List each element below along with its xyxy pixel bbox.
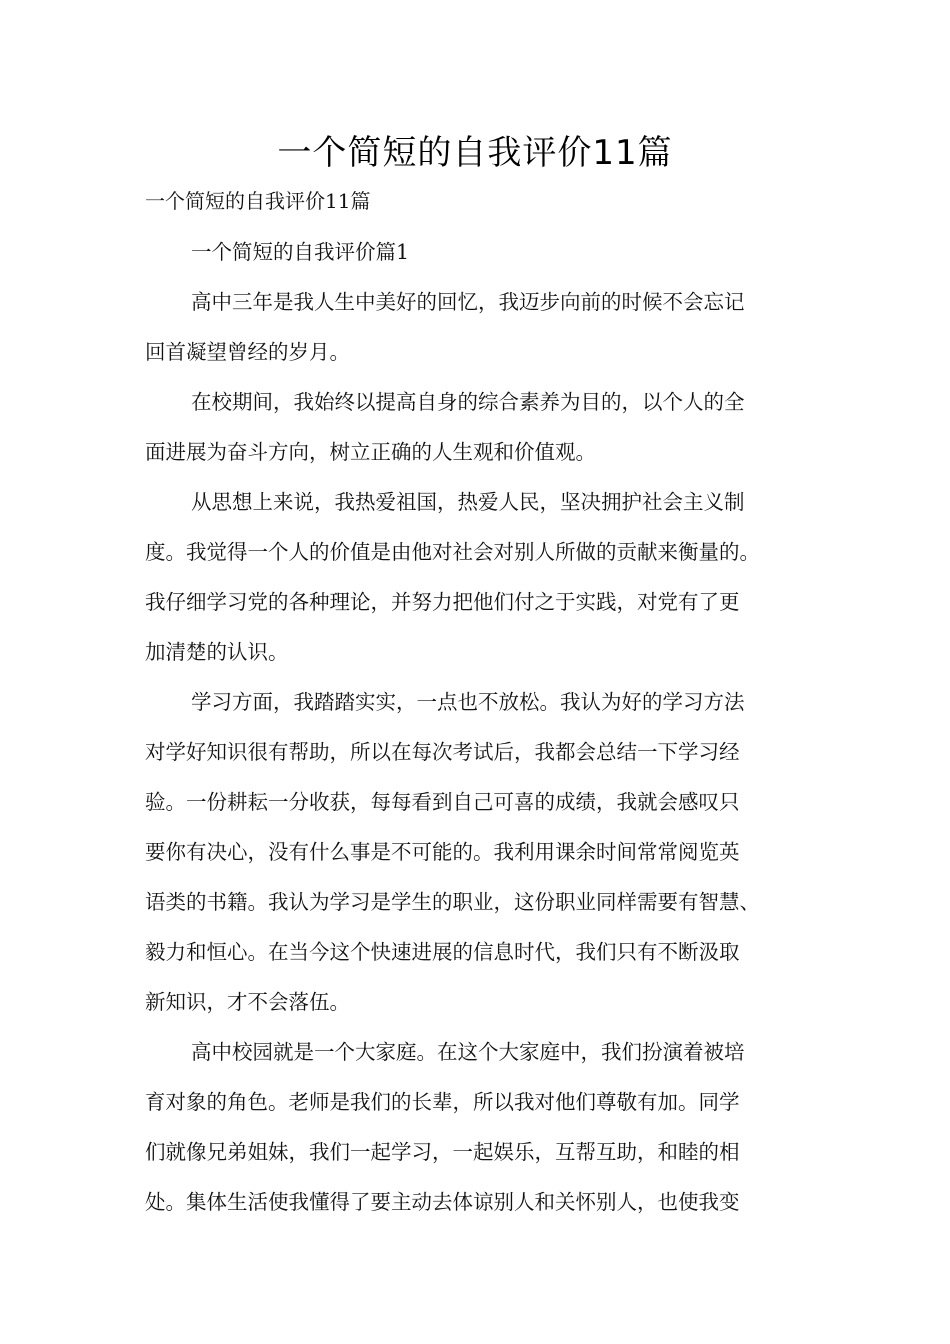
document-title: 一个简短的自我评价11篇 (277, 133, 673, 173)
paragraph-line: 面进展为奋斗方向，树立正确的人生观和价值观。 (145, 440, 596, 464)
paragraph-line: 语类的书籍。我认为学习是学生的职业，这份职业同样需要有智慧、 (145, 890, 760, 914)
paragraph-line: 毅力和恒心。在当今这个快速进展的信息时代，我们只有不断汲取 (145, 940, 740, 964)
paragraph-line: 新知识，才不会落伍。 (145, 990, 350, 1014)
paragraph-line: 育对象的角色。老师是我们的长辈，所以我对他们尊敬有加。同学 (145, 1090, 740, 1114)
document-subtitle: 一个简短的自我评价11篇 (145, 189, 371, 213)
paragraph-line: 在校期间，我始终以提高自身的综合素养为目的，以个人的全 (191, 390, 745, 414)
paragraph-line: 学习方面，我踏踏实实，一点也不放松。我认为好的学习方法 (191, 690, 745, 714)
paragraph-line: 处。集体生活使我懂得了要主动去体谅别人和关怀别人，也使我变 (145, 1190, 740, 1214)
paragraph-line: 从思想上来说，我热爱祖国，热爱人民，坚决拥护社会主义制 (191, 490, 745, 514)
paragraph-line: 高中三年是我人生中美好的回忆，我迈步向前的时候不会忘记 (191, 290, 745, 314)
paragraph-line: 验。一份耕耘一分收获，每每看到自己可喜的成绩，我就会感叹只 (145, 790, 740, 814)
paragraph-line: 我仔细学习党的各种理论，并努力把他们付之于实践，对党有了更 (145, 590, 740, 614)
paragraph-line: 高中校园就是一个大家庭。在这个大家庭中，我们扮演着被培 (191, 1040, 745, 1064)
paragraph-line: 回首凝望曾经的岁月。 (145, 340, 350, 364)
paragraph-line: 对学好知识很有帮助，所以在每次考试后，我都会总结一下学习经 (145, 740, 740, 764)
document-body (145, 234, 809, 1234)
paragraph-line: 要你有决心，没有什么事是不可能的。我利用课余时间常常阅览英 (145, 840, 740, 864)
paragraph-line: 度。我觉得一个人的价值是由他对社会对别人所做的贡献来衡量的。 (145, 540, 760, 564)
section-heading: 一个简短的自我评价篇1 (191, 240, 410, 264)
paragraph-line: 加清楚的认识。 (145, 640, 289, 664)
paragraph-line: 们就像兄弟姐妹，我们一起学习，一起娱乐，互帮互助，和睦的相 (145, 1140, 740, 1164)
